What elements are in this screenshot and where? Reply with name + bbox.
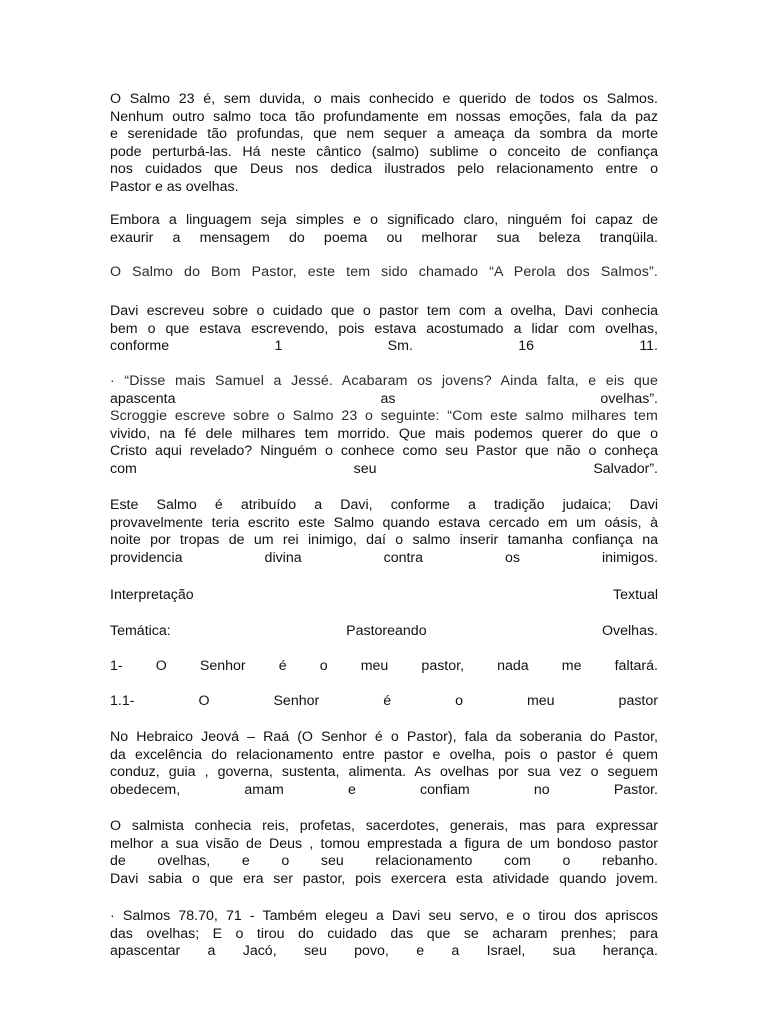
- text-line: da excelência do relacionamento entre pastor e ovelha, pois o pastor é quem: [110, 746, 658, 763]
- text-line: bem o que estava escrevendo, pois estava acostumado a lidar com ovelhas,: [110, 320, 658, 337]
- text-line: O salmista conhecia reis, profetas, sacerdotes, generais, mas para expressar: [110, 818, 658, 834]
- paragraph-salmista: [110, 818, 658, 888]
- paragraph-intro: [110, 91, 658, 197]
- paragraph-hebrew: [110, 729, 658, 799]
- text-line: · “Disse mais Samuel a Jessé. Acabaram os jovens? Ainda falta, e eis que: [110, 373, 658, 389]
- paragraph-quote: [110, 373, 658, 479]
- text-line: apascenta as ovelhas”.: [110, 390, 658, 407]
- text-line: nos cuidados que Deus nos dedica ilustrados pelo relacionamento entre o: [110, 161, 658, 178]
- heading-theme: [110, 623, 658, 641]
- paragraph-perola: [110, 264, 658, 282]
- text-line: das ovelhas; E o tirou do cuidado das que se acharam prenhes; para: [110, 925, 658, 942]
- text-line: de ovelhas, e o seu relacionamento com o rebanho.: [110, 853, 658, 870]
- text-line: O Salmo do Bom Pastor, este tem sido chamado “A Perola dos Salmos”.: [110, 264, 658, 280]
- heading-interpretation: [110, 587, 658, 605]
- text-line: melhor a sua visão de Deus , tomou emprestada a figura de um bondoso pastor: [110, 835, 658, 852]
- text-line: providencia divina contra os inimigos.: [110, 549, 658, 566]
- text-line: No Hebraico Jeová – Raá (O Senhor é o Pastor), fala da soberania do Pastor,: [110, 729, 658, 745]
- paragraph-attribution: [110, 497, 658, 567]
- text-line: e serenidade tão profundas, que nem sequer a ameaça da sombra da morte: [110, 126, 658, 143]
- text-line: Cristo aqui revelado? Ninguém o conhece como seu Pastor que não o conheça: [110, 443, 658, 460]
- heading-verse-1-1: [110, 693, 658, 711]
- text-line: Pastor e as ovelhas.: [110, 178, 239, 195]
- heading-verse-1: [110, 658, 658, 676]
- text-line: noite por tropas de um rei inimigo, daí o salmo inserir tamanha confiança na: [110, 532, 658, 549]
- text-line: Davi escreveu sobre o cuidado que o pastor tem com a ovelha, Davi conhecia: [110, 303, 658, 319]
- paragraph-language: [110, 212, 658, 247]
- text-line: Scroggie escreve sobre o Salmo 23 o seguinte: “Com este salmo milhares tem: [110, 408, 658, 425]
- text-line: provavelmente teria escrito este Salmo quando estava cercado em um oásis, à: [110, 514, 658, 531]
- text-line: conforme 1 Sm. 16 11.: [110, 338, 658, 355]
- text-line: Este Salmo é atribuído a Davi, conforme a tradição judaica; Davi: [110, 497, 658, 513]
- text-line: O Salmo 23 é, sem duvida, o mais conhecido e querido de todos os Salmos.: [110, 91, 658, 107]
- text-line: Interpretação Textual: [110, 587, 658, 603]
- text-line: com seu Salvador”.: [110, 460, 658, 477]
- text-line: 1.1- O Senhor é o meu pastor: [110, 693, 658, 709]
- text-line: Embora a linguagem seja simples e o significado claro, ninguém foi capaz de: [110, 212, 658, 228]
- text-line: obedecem, amam e confiam no Pastor.: [110, 781, 658, 798]
- paragraph-salmos-78: [110, 908, 658, 961]
- paragraph-davi: [110, 303, 658, 356]
- text-line: Nenhum outro salmo toca tão profundamente em nossas emoções, fala da paz: [110, 108, 658, 125]
- text-line: Temática: Pastoreando Ovelhas.: [110, 623, 658, 639]
- text-line: pode perturbá-las. Há neste cântico (salmo) sublime o conceito de confiança: [110, 143, 658, 160]
- text-line: vivido, na fé dele milhares tem morrido. Que mais podemos querer do que o: [110, 425, 658, 442]
- text-line: conduz, guia , governa, sustenta, alimenta. As ovelhas por sua vez o seguem: [110, 764, 658, 781]
- text-line: apascentar a Jacó, seu povo, e a Israel, sua herança.: [110, 943, 658, 960]
- text-line: Davi sabia o que era ser pastor, pois exercera esta atividade quando jovem.: [110, 870, 658, 887]
- text-line: exaurir a mensagem do poema ou melhorar sua beleza tranqüila.: [110, 229, 658, 246]
- text-line: 1- O Senhor é o meu pastor, nada me faltará.: [110, 658, 658, 674]
- text-line: · Salmos 78.70, 71 - Também elegeu a Davi seu servo, e o tirou dos apriscos: [110, 908, 658, 924]
